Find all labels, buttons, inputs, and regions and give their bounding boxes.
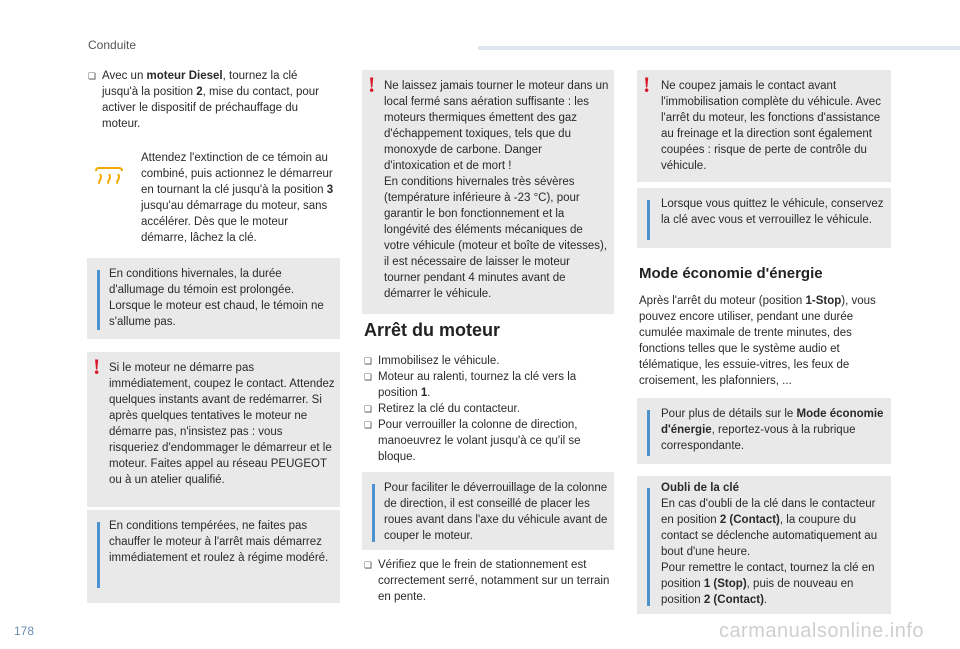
page-number: 178 — [14, 624, 35, 638]
warning-box-exhaust — [362, 70, 614, 314]
list-item — [364, 353, 614, 369]
text: jusqu'au démarrage du moteur, sans accélérer. Dès que le moteur démarre, lâchez la clé. — [141, 200, 328, 244]
preheat-paragraph — [141, 150, 336, 246]
info-text: Pour faciliter le déverrouillage de la colonne de direction, il est conseillé de placer les roues avant dans l'axe du véhicule avant de couper le moteur. — [384, 482, 608, 542]
info-box-steering — [362, 472, 614, 550]
diesel-paragraph — [88, 68, 336, 132]
text: Retirez la clé du contacteur. — [378, 403, 520, 415]
text: Pour remettre le contact, tournez la clé en position — [661, 562, 875, 590]
checkbox-bullet-icon: ❏ — [364, 560, 373, 570]
list-item — [364, 401, 614, 417]
exclamation-warning-icon: ! — [93, 354, 101, 379]
info-box-forgotten-key — [637, 476, 891, 614]
text: Ne laissez jamais tourner le moteur dans un local fermé sans aération suffisante : les moteurs thermiques émettent des gaz d'échappement toxiques, tels que du monoxyde de carbone. Danger d'intoxication et de mort ! — [384, 80, 609, 172]
info-i-icon — [647, 200, 650, 240]
info-text — [661, 480, 887, 608]
text: . — [427, 387, 431, 399]
warning-box-nostart — [87, 352, 340, 507]
exclamation-warning-icon: ! — [643, 72, 651, 97]
text-bold: 2 — [196, 86, 203, 98]
text: Moteur au ralenti, tournez la clé vers la position — [378, 371, 577, 399]
engine-stop-steps — [364, 353, 614, 465]
text: Avec un — [102, 70, 147, 82]
list-item — [364, 369, 614, 401]
warning-text: Si le moteur ne démarre pas immédiatement, coupez le contact. Attendez quelques instants avant de redémarrer. Si après quelques tentatives le moteur ne démarre pas, n'insistez pas : vous risqueriez d'endommager le démarreur et le moteur. Faites appel au réseau PEUGEOT ou à un atelier qualifié. — [109, 362, 335, 486]
text: Pour plus de détails sur le — [661, 408, 797, 420]
info-i-icon — [97, 522, 100, 588]
header-divider — [478, 46, 960, 50]
info-i-icon — [647, 488, 650, 606]
checkbox-bullet-icon: ❏ — [364, 356, 373, 366]
text-bold: 2 (Contact) — [719, 514, 780, 526]
text: , tournez la clé jusqu'à la position — [102, 70, 298, 98]
text: En cas d'oubli de la clé dans le contacteur en position — [661, 498, 876, 526]
warning-box-ignition — [637, 70, 891, 182]
checkbox-bullet-icon: ❏ — [364, 404, 373, 414]
text-bold: 1-Stop — [805, 295, 842, 307]
text: , puis de nouveau en position — [661, 578, 854, 606]
info-i-icon — [647, 410, 650, 456]
text: Vérifiez que le frein de stationnement est correctement serré, notamment sur un terrain en pente. — [378, 559, 610, 603]
info-text: Lorsque vous quittez le véhicule, conservez la clé avec vous et verrouillez le véhicule. — [661, 198, 884, 226]
text: Pour verrouiller la colonne de direction, manoeuvrez le volant jusqu'à ce qu'il se bloque. — [378, 419, 581, 463]
info-box-more-details — [637, 398, 891, 464]
text-bold: moteur Diesel — [146, 70, 223, 82]
checkbox-bullet-icon: ❏ — [364, 420, 373, 430]
text — [661, 560, 887, 608]
info-box-temperate — [87, 510, 340, 603]
checkbox-bullet-icon: ❏ — [364, 372, 373, 382]
warning-text: Ne coupez jamais le contact avant l'immobilisation complète du véhicule. Avec l'arrêt du moteur, les fonctions d'assistance au freinage et la direction sont également coupées : risque de perte de contrôle du véhicule. — [661, 80, 881, 172]
parking-brake-step — [364, 557, 614, 605]
energy-saving-paragraph — [639, 293, 891, 389]
info-box-key — [637, 188, 891, 248]
text-bold: 1 (Stop) — [703, 578, 747, 590]
section-header: Conduite — [88, 38, 137, 52]
text-bold: 3 — [326, 184, 334, 196]
text: ), vous pouvez encore utiliser, pendant une durée cumulée maximale de trente minutes, des fonctions telles que le système audio et télématique, les essuie-vitres, les feux de croisement, les plafonniers, ... — [639, 295, 876, 387]
info-title: Oubli de la clé — [661, 482, 739, 494]
checkbox-bullet-icon: ❏ — [88, 71, 97, 81]
text: Attendez l'extinction de ce témoin au combiné, puis actionnez le démarreur en tournant la clé jusqu'à la position — [141, 152, 333, 196]
info-text — [661, 406, 887, 454]
text: Immobilisez le véhicule. — [378, 355, 500, 367]
text-bold: Mode économie d'énergie — [661, 408, 884, 436]
section-title-engine-stop: Arrêt du moteur — [364, 320, 501, 340]
text: , reportez-vous à la rubrique correspondante. — [661, 424, 856, 452]
text: , la coupure du contact se déclenche automatiquement au bout d'une heure. — [661, 514, 878, 558]
watermark: carmanualsonline.info — [718, 620, 924, 642]
info-text: En conditions hivernales, la durée d'allumage du témoin est prolongée. Lorsque le moteur est chaud, le témoin ne s'allume pas. — [109, 268, 324, 328]
text-bold: 1 — [420, 387, 428, 399]
text: En conditions hivernales très sévères (température inférieure à -23 °C), pour garantir le bon fonctionnement et la longévité des éléments mécaniques de votre véhicule (moteur et boîte de vitesses), il est nécessaire de laisser le moteur tourner pendant 4 minutes avant de démarrer le véhicule. — [384, 176, 608, 300]
text — [661, 496, 887, 560]
exclamation-warning-icon: ! — [368, 72, 376, 97]
info-box-winter — [87, 258, 340, 339]
info-i-icon — [372, 484, 375, 542]
preheating-coil-icon — [94, 166, 124, 184]
list-item — [364, 417, 614, 465]
text-bold: 2 (Contact) — [703, 594, 764, 606]
text: , mise du contact, pour activer le dispositif de préchauffage du moteur. — [102, 86, 320, 130]
warning-text — [384, 78, 609, 302]
section-title-energy-saving: Mode économie d'énergie — [639, 265, 823, 282]
info-text: En conditions tempérées, ne faites pas chauffer le moteur à l'arrêt mais démarrez immédiatement et roulez à régime modéré. — [109, 520, 329, 564]
text: Après l'arrêt du moteur (position — [639, 295, 806, 307]
info-i-icon — [97, 270, 100, 330]
text: . — [763, 594, 768, 606]
